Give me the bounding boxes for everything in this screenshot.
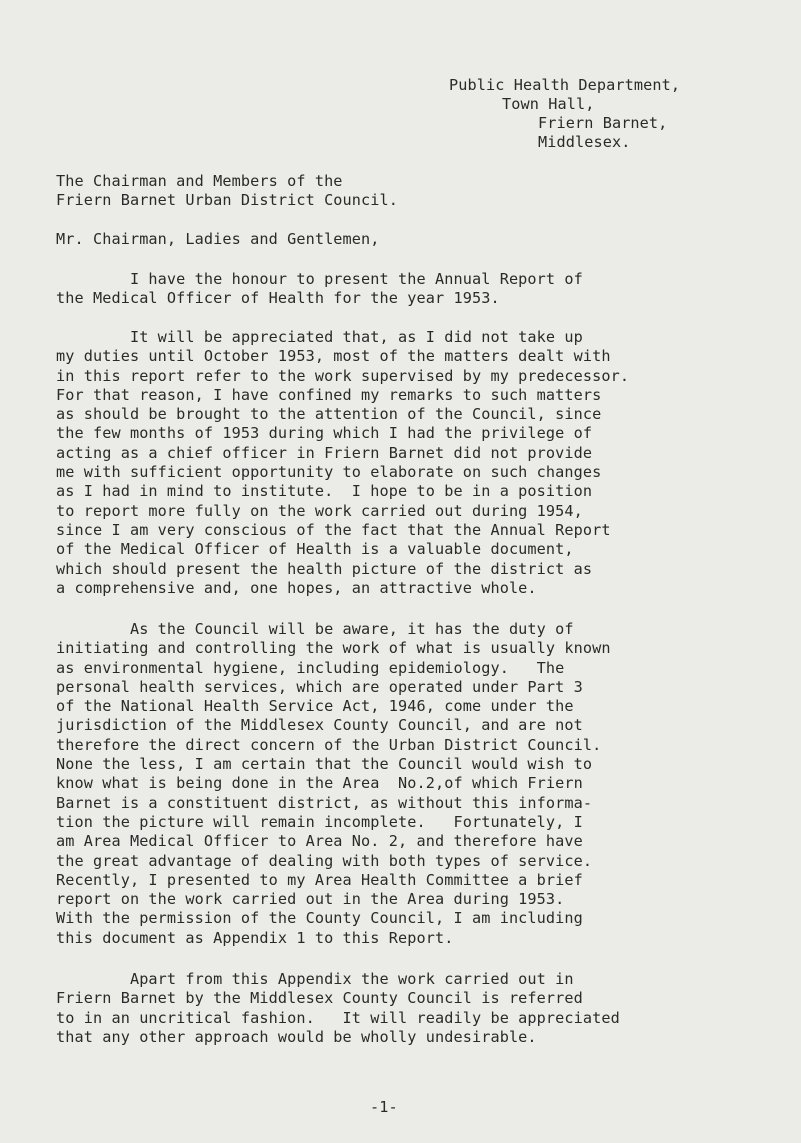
paragraph-line: Apart from this Appendix the work carried out in	[56, 970, 574, 988]
paragraph-line: to in an uncritical fashion. It will readily be appreciated	[56, 1008, 620, 1027]
paragraph-line: As the Council will be aware, it has the duty of	[56, 620, 574, 638]
paragraph-line: a comprehensive and, one hopes, an attractive whole.	[56, 578, 537, 597]
paragraph-line: the great advantage of dealing with both types of service.	[56, 851, 593, 870]
paragraph-line: It will be appreciated that, as I did not take up	[56, 328, 583, 346]
paragraph-line: since I am very conscious of the fact that the Annual Report	[56, 520, 611, 539]
paragraph-line: the few months of 1953 during which I had the privilege of	[56, 424, 593, 443]
paragraph-line: to report more fully on the work carried out during 1954,	[56, 501, 583, 520]
paragraph-line: Friern Barnet by the Middlesex County Council is referred	[56, 989, 583, 1008]
paragraph-line: as environmental hygiene, including epidemiology. The	[56, 658, 565, 677]
paragraph-line: jurisdiction of the Middlesex County Council, and are not	[56, 716, 583, 735]
page-number: -1-	[370, 1098, 398, 1116]
paragraph-line: in this report refer to the work supervised by my predecessor.	[56, 366, 630, 385]
address-line-county: Middlesex.	[538, 133, 631, 151]
paragraph-line: that any other approach would be wholly undesirable.	[56, 1027, 537, 1046]
paragraph-line: which should present the health picture of the district as	[56, 559, 593, 578]
paragraph-line: Barnet is a constituent district, as without this informa-	[56, 793, 593, 812]
paragraph-line: acting as a chief officer in Friern Barnet did not provide	[56, 443, 593, 462]
paragraph-line: report on the work carried out in the Area during 1953.	[56, 890, 565, 909]
paragraph-line: the Medical Officer of Health for the year 1953.	[56, 289, 500, 308]
paragraph-line: initiating and controlling the work of what is usually known	[56, 639, 611, 658]
address-line-department: Public Health Department,	[449, 76, 681, 94]
paragraph-line: I have the honour to present the Annual Report of	[56, 270, 583, 288]
paragraph-line: personal health services, which are operated under Part 3	[56, 677, 583, 696]
paragraph-line: my duties until October 1953, most of the matters dealt with	[56, 347, 611, 366]
address-line-town: Friern Barnet,	[538, 114, 668, 132]
paragraph-line: tion the picture will remain incomplete. Fortunately, I	[56, 812, 583, 831]
paragraph-line: With the permission of the County Council, I am including	[56, 909, 583, 928]
paragraph-2	[56, 328, 776, 598]
paragraph-line: as should be brought to the attention of the Council, since	[56, 405, 602, 424]
paragraph-line: For that reason, I have confined my remarks to such matters	[56, 385, 602, 404]
paragraph-1	[56, 270, 776, 309]
paragraph-line: None the less, I am certain that the Council would wish to	[56, 755, 593, 774]
paragraph-line: this document as Appendix 1 to this Report.	[56, 928, 454, 947]
paragraph-line: Recently, I presented to my Area Health Committee a brief	[56, 870, 583, 889]
paragraph-line: know what is being done in the Area No.2,of which Friern	[56, 774, 583, 793]
paragraph-4	[56, 970, 776, 1047]
paragraph-3	[56, 620, 776, 948]
address-line-hall: Town Hall,	[502, 95, 595, 113]
paragraph-line: of the National Health Service Act, 1946, come under the	[56, 697, 574, 716]
paragraph-line: am Area Medical Officer to Area No. 2, and therefore have	[56, 832, 583, 851]
addressee-line-2: Friern Barnet Urban District Council.	[56, 191, 399, 209]
paragraph-line: me with sufficient opportunity to elaborate on such changes	[56, 463, 602, 482]
salutation: Mr. Chairman, Ladies and Gentlemen,	[56, 230, 380, 248]
paragraph-line: as I had in mind to institute. I hope to be in a position	[56, 482, 593, 501]
paragraph-line: therefore the direct concern of the Urban District Council.	[56, 735, 602, 754]
addressee-line-1: The Chairman and Members of the	[56, 172, 343, 190]
paragraph-line: of the Medical Officer of Health is a valuable document,	[56, 540, 574, 559]
